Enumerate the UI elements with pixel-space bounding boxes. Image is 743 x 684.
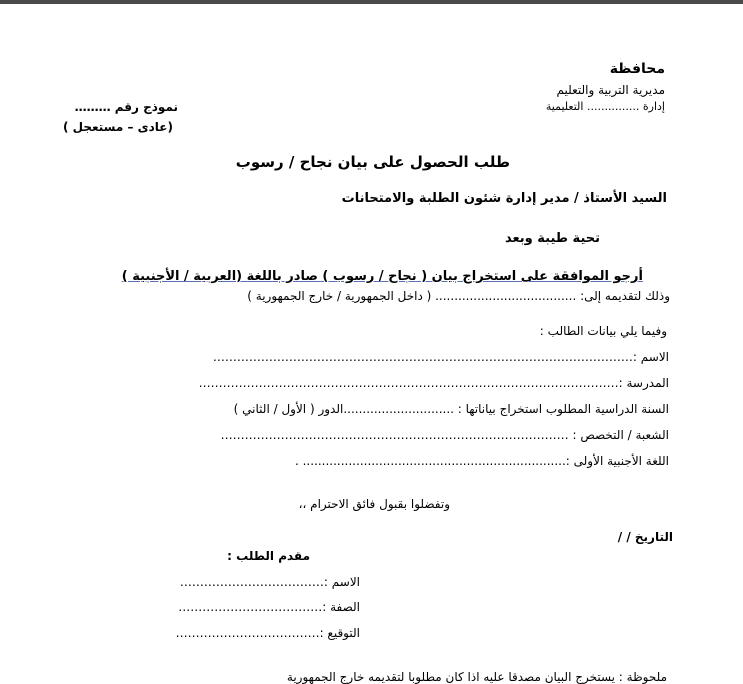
form-type: (عادى – مستعجل )	[62, 120, 173, 134]
request-line: أرجو الموافقة على استخراج بيان ( نجاح / رسوب ) صادر باللغة (العربية / الأجنبية )	[121, 269, 643, 284]
note: ملحوظة : يستخرج البيان مصدقا عليه اذا كان مطلوبا لتقديمه خارج الجمهورية	[286, 670, 667, 684]
applicant-name: الاسم :………………………………	[179, 575, 360, 589]
top-border	[0, 0, 743, 4]
field-year: السنة الدراسية المطلوب استخراج بياناتها : .............................الدور ( الأول / الثاني )	[233, 402, 669, 416]
field-name: الاسم :……………………………………………………………………………………………	[212, 350, 669, 364]
governorate-label: محافظة	[609, 61, 665, 77]
closing: وتفضلوا بقبول فائق الاحترام ،،	[298, 497, 450, 511]
addressee: السيد الأستاذ / مدير إدارة شئون الطلبة والامتحانات	[341, 191, 667, 206]
page-title: طلب الحصول على بيان نجاح / رسوب	[235, 153, 510, 171]
applicant-title: مقدم الطلب :	[227, 549, 310, 563]
submit-line: وذلك لتقديمه إلى: ..................................... ( داخل الجمهورية / خارج الجمهورية )	[247, 289, 670, 303]
form-number: نموذج رقم ………	[74, 100, 178, 114]
field-division: الشعبة / التخصص : ……………………………………………………………………………	[220, 428, 669, 442]
field-school: المدرسة :……………………………………………………………………………………………	[198, 376, 669, 390]
greeting: تحية طيبة وبعد	[504, 231, 600, 246]
applicant-capacity: الصفة :………………………………	[178, 600, 360, 614]
student-intro: وفيما يلي بيانات الطالب :	[539, 324, 667, 338]
admin-label: إدارة ............... التعليمية	[545, 100, 665, 113]
date-label: التاريخ / /	[617, 530, 673, 544]
applicant-signature: التوقيع :………………………………	[175, 626, 360, 640]
directorate-label: مديرية التربية والتعليم	[556, 83, 665, 97]
field-language: اللغة الأجنبية الأولى :..................................................................... .	[294, 454, 669, 468]
